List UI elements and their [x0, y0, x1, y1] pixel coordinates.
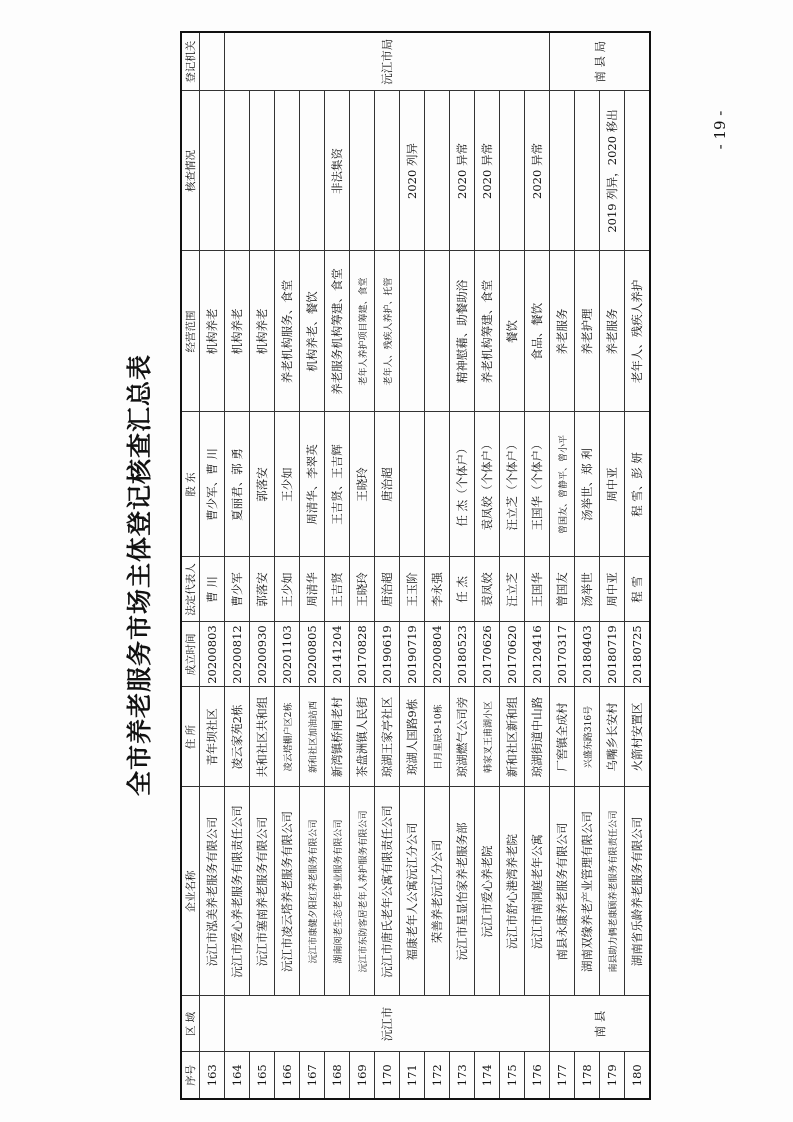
table-row: [450, 32, 475, 1099]
table-row: [250, 32, 275, 1099]
cell-legal-rep: 周清华: [300, 557, 325, 622]
cell-legal-rep: 王吉贤: [325, 557, 350, 622]
cell-date: 20200812: [225, 622, 250, 687]
cell-date: 20170317: [550, 622, 575, 687]
cell-address: 日月星辰9-10栋: [425, 687, 450, 787]
cell-no: 175: [500, 1052, 525, 1099]
cell-legal-rep: 曾国友: [550, 557, 575, 622]
cell-name: 沅江市泓美养老服务有限公司: [200, 787, 225, 996]
cell-legal-rep: 郭落安: [250, 557, 275, 622]
cell-scope: 老年人、残疾人养护: [625, 251, 651, 412]
cell-scope: 机构养老: [200, 251, 225, 412]
cell-shareholders: 王少如: [275, 412, 300, 557]
cell-legal-rep: 汤举世: [575, 557, 600, 622]
cell-address: 新和社区新和组: [500, 687, 525, 787]
cell-date: 20200805: [300, 622, 325, 687]
cell-scope: 养老机构服务、食堂: [275, 251, 300, 412]
table-row: [600, 32, 625, 1099]
cell-shareholders: 汤举世、郑 利: [575, 412, 600, 557]
cell-shareholders: 王吉贤、王吉辉: [325, 412, 350, 557]
cell-name: 南县助力俩老康顾养老服务有限责任公司: [600, 787, 625, 996]
cell-no: 171: [400, 1052, 425, 1099]
cell-check: [300, 91, 325, 251]
cell-check: [375, 91, 400, 251]
cell-shareholders: 夏丽君、郭 勇: [225, 412, 250, 557]
cell-no: 177: [550, 1052, 575, 1099]
cell-legal-rep: 程 雪: [625, 557, 651, 622]
header-shareholders: 股 东: [181, 412, 200, 557]
cell-check: 2020 异常: [475, 91, 500, 251]
cell-scope: 养老服务: [550, 251, 575, 412]
cell-check: 2020 列异: [400, 91, 425, 251]
header-date: 成立时间: [181, 622, 200, 687]
cell-legal-rep: 王国华: [525, 557, 550, 622]
cell-scope: [400, 251, 425, 412]
header-check: 核查情况: [181, 91, 200, 251]
cell-name: 沅江市爱心养老服务有限责任公司: [225, 787, 250, 996]
table-row: [425, 32, 450, 1099]
cell-name: 沅江市爱心养老院: [475, 787, 500, 996]
cell-name: 沅江市舒心港湾养老院: [500, 787, 525, 996]
cell-legal-rep: 曹少军: [225, 557, 250, 622]
cell-address: 琼湖王家亭社区: [375, 687, 400, 787]
header-name: 企业名称: [181, 787, 200, 996]
cell-check: [550, 91, 575, 251]
cell-scope: 老年人养护项目筹建、食堂: [350, 251, 375, 412]
cell-name: 沅江市塞南养老服务有限公司: [250, 787, 275, 996]
cell-no: 169: [350, 1052, 375, 1099]
table-row: [375, 32, 400, 1099]
cell-authority: 沅江市局: [225, 32, 550, 91]
table-row: [325, 32, 350, 1099]
cell-scope: 养老护理: [575, 251, 600, 412]
cell-no: 165: [250, 1052, 275, 1099]
cell-address: 凌云家苑2栋: [225, 687, 250, 787]
header-row: [181, 32, 200, 1099]
cell-address: 琼湖街道中山路: [525, 687, 550, 787]
cell-scope: 养老服务: [600, 251, 625, 412]
cell-legal-rep: 唐治超: [375, 557, 400, 622]
cell-legal-rep: 王少如: [275, 557, 300, 622]
cell-region: [200, 996, 225, 1052]
table-row: [400, 32, 425, 1099]
cell-date: 20180523: [450, 622, 475, 687]
cell-date: 20180403: [575, 622, 600, 687]
table-row: [225, 32, 250, 1099]
cell-address: 乌嘴乡长安村: [600, 687, 625, 787]
cell-legal-rep: 袁凤姣: [475, 557, 500, 622]
table-row: [575, 32, 600, 1099]
cell-scope: 机构养老: [250, 251, 275, 412]
cell-address: 共和社区共和组: [250, 687, 275, 787]
cell-name: 沅江市星显怡家养老服务部: [450, 787, 475, 996]
cell-address: 琼湖燃气公司旁: [450, 687, 475, 787]
cell-scope: 机构养老、餐饮: [300, 251, 325, 412]
cell-address: 凌云塔棚户区2栋: [275, 687, 300, 787]
cell-shareholders: 曹少军、曹 川: [200, 412, 225, 557]
cell-legal-rep: 任 杰: [450, 557, 475, 622]
cell-shareholders: 唐治超: [375, 412, 400, 557]
cell-no: 166: [275, 1052, 300, 1099]
summary-table-container: [180, 33, 645, 1100]
table-row: [625, 32, 651, 1099]
cell-region: 南 县: [550, 996, 651, 1052]
cell-address: 青年坝社区: [200, 687, 225, 787]
summary-table: [180, 31, 651, 1100]
cell-date: 20201103: [275, 622, 300, 687]
cell-check: [500, 91, 525, 251]
cell-address: 茶盘洲镇人民街: [350, 687, 375, 787]
cell-legal-rep: 李永强: [425, 557, 450, 622]
cell-legal-rep: 王玉阶: [400, 557, 425, 622]
cell-shareholders: 任 杰（个体户）: [450, 412, 475, 557]
cell-date: 20141204: [325, 622, 350, 687]
table-row: [350, 32, 375, 1099]
cell-check: [350, 91, 375, 251]
cell-check: [275, 91, 300, 251]
cell-legal-rep: 周中亚: [600, 557, 625, 622]
header-address: 住 所: [181, 687, 200, 787]
cell-date: 20170828: [350, 622, 375, 687]
table-row: [550, 32, 575, 1099]
cell-no: 163: [200, 1052, 225, 1099]
cell-date: 20200930: [250, 622, 275, 687]
cell-legal-rep: 王晓玲: [350, 557, 375, 622]
cell-legal-rep: 曹 川: [200, 557, 225, 622]
cell-authority: 南 县 局: [550, 32, 651, 91]
page-title: 全市养老服务市场主体登记核查汇总表: [125, 354, 154, 797]
cell-scope: 养老服务机构筹建、食堂: [325, 251, 350, 412]
table-row: [500, 32, 525, 1099]
cell-no: 164: [225, 1052, 250, 1099]
cell-check: [425, 91, 450, 251]
cell-name: 沅江市唐氏老年公寓有限责任公司: [375, 787, 400, 996]
header-no: 序号: [181, 1052, 200, 1099]
table-row: [525, 32, 550, 1099]
cell-scope: 机构养老: [225, 251, 250, 412]
cell-name: 湖南省乐龄养老服务有限公司: [625, 787, 651, 996]
cell-address: 琼湖人国路9栋: [400, 687, 425, 787]
cell-check: 非法集资: [325, 91, 350, 251]
cell-no: 179: [600, 1052, 625, 1099]
cell-no: 170: [375, 1052, 400, 1099]
cell-name: 沅江市康健夕阳红养老服务有限公司: [300, 787, 325, 996]
cell-scope: 餐饮: [500, 251, 525, 412]
table-row: [275, 32, 300, 1099]
cell-shareholders: 王国华（个体户）: [525, 412, 550, 557]
cell-date: 20190619: [375, 622, 400, 687]
cell-shareholders: 程 雪、彭 妍: [625, 412, 651, 557]
cell-date: 20200804: [425, 622, 450, 687]
cell-name: 沅江市凌云塔养老服务有限公司: [275, 787, 300, 996]
table-row: [200, 32, 225, 1099]
cell-scope: 养老机构筹建、食堂: [475, 251, 500, 412]
cell-no: 172: [425, 1052, 450, 1099]
cell-scope: 精神慰藉、助餐助浴: [450, 251, 475, 412]
cell-shareholders: 汪立芝（个体户）: [500, 412, 525, 557]
cell-name: 湖南阅老生态老年事业服务有限公司: [325, 787, 350, 996]
cell-name: 南县永康养老服务有限公司: [550, 787, 575, 996]
cell-authority: [200, 32, 225, 91]
cell-date: 20180719: [600, 622, 625, 687]
cell-no: 178: [575, 1052, 600, 1099]
cell-address: 新湾镇桥闸老村: [325, 687, 350, 787]
cell-date: 20170626: [475, 622, 500, 687]
cell-date: 20170620: [500, 622, 525, 687]
cell-check: [200, 91, 225, 251]
cell-region: 沅江市: [225, 996, 550, 1052]
cell-check: [625, 91, 651, 251]
cell-scope: 老年人、残疾人养护、托管: [375, 251, 400, 412]
cell-name: 荣善养老沅江分公司: [425, 787, 450, 996]
cell-name: 沅江市东防客居老年人养护服务有限公司: [350, 787, 375, 996]
table-row: [475, 32, 500, 1099]
cell-no: 174: [475, 1052, 500, 1099]
cell-address: 新和社区加油站西: [300, 687, 325, 787]
cell-date: 20120416: [525, 622, 550, 687]
cell-no: 168: [325, 1052, 350, 1099]
cell-shareholders: [425, 412, 450, 557]
header-legal-rep: 法定代表人: [181, 557, 200, 622]
cell-shareholders: 曾国友、曾静平、曾小平: [550, 412, 575, 557]
cell-check: 2020 异常: [450, 91, 475, 251]
cell-date: 20180725: [625, 622, 651, 687]
cell-name: 沅江市南洞庭老年公寓: [525, 787, 550, 996]
cell-shareholders: 周清华、李翠英: [300, 412, 325, 557]
header-region: 区 域: [181, 996, 200, 1052]
cell-scope: 食品、餐饮: [525, 251, 550, 412]
cell-check: [575, 91, 600, 251]
cell-address: 韩家叉王甫湖小区: [475, 687, 500, 787]
cell-address: 兴盛东路316号: [575, 687, 600, 787]
cell-check: [250, 91, 275, 251]
cell-no: 180: [625, 1052, 651, 1099]
cell-address: 厂窖镇全成村: [550, 687, 575, 787]
cell-address: 火箭村安置区: [625, 687, 651, 787]
cell-scope: [425, 251, 450, 412]
cell-check: 2019 列异，2020 移出: [600, 91, 625, 251]
cell-no: 167: [300, 1052, 325, 1099]
page-number: - 19 -: [711, 110, 729, 150]
cell-shareholders: 袁凤姣（个体户）: [475, 412, 500, 557]
cell-check: [225, 91, 250, 251]
cell-no: 173: [450, 1052, 475, 1099]
cell-shareholders: [400, 412, 425, 557]
cell-no: 176: [525, 1052, 550, 1099]
header-authority: 登记机关: [181, 32, 200, 91]
cell-date: 20200803: [200, 622, 225, 687]
cell-name: 福康老年人公寓沅江分公司: [400, 787, 425, 996]
cell-legal-rep: 汪立芝: [500, 557, 525, 622]
cell-shareholders: 王晓玲: [350, 412, 375, 557]
cell-shareholders: 郭落安: [250, 412, 275, 557]
cell-check: 2020 异常: [525, 91, 550, 251]
cell-date: 20190719: [400, 622, 425, 687]
header-scope: 经营范围: [181, 251, 200, 412]
cell-name: 湖南双缘养老产业管理有限公司: [575, 787, 600, 996]
table-row: [300, 32, 325, 1099]
cell-shareholders: 周中亚: [600, 412, 625, 557]
